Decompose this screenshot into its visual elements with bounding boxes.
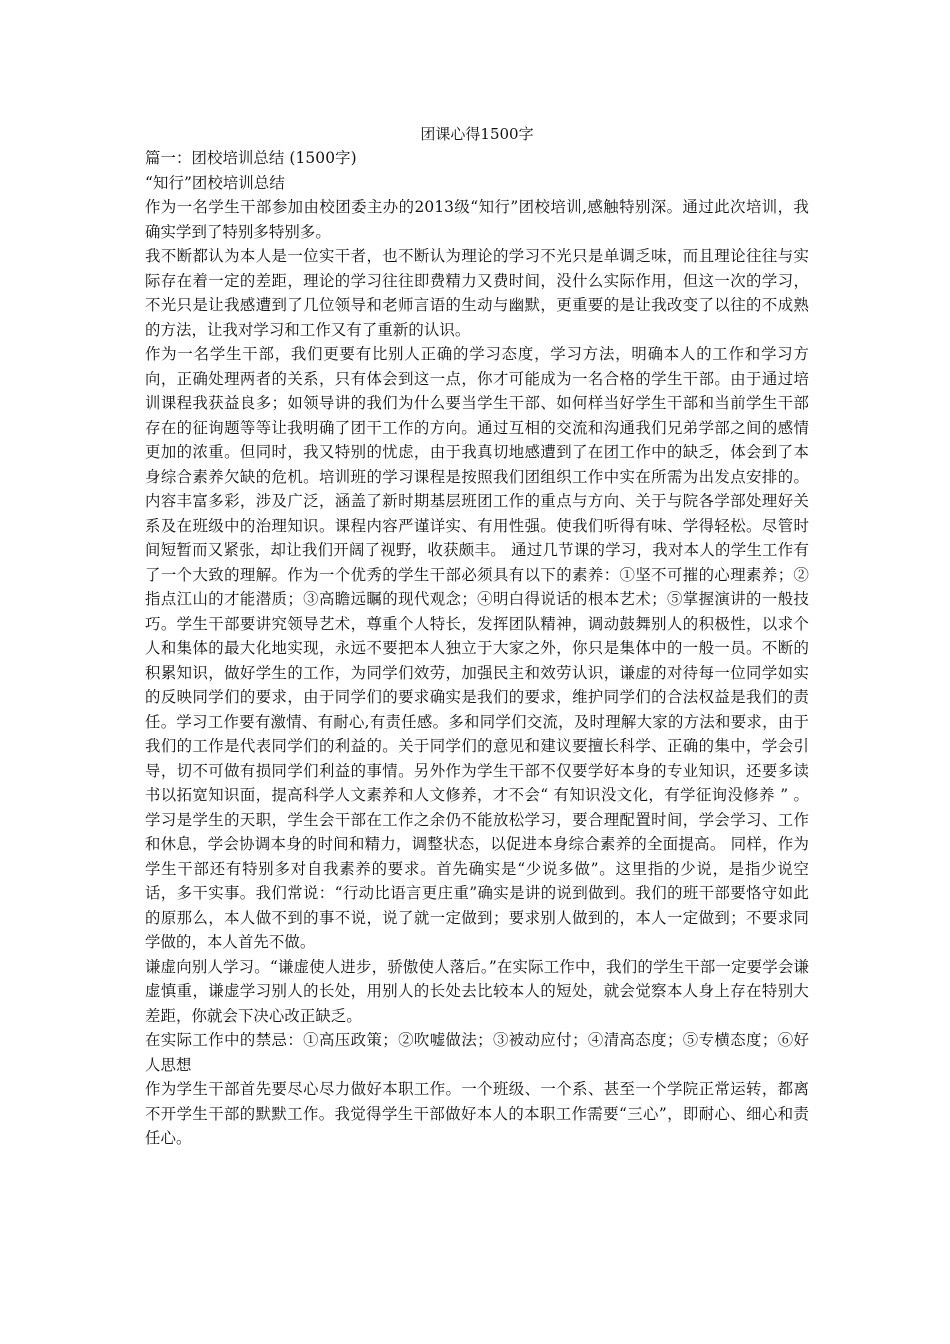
paragraph-taboos: 在实际工作中的禁忌：①高压政策；②吹嘘做法；③被动应付；④清高态度；⑤专横态度；⑥好人思想 [145,1031,809,1074]
paragraph-reflection: 我不断都认为本人是一位实干者，也不断认为理论的学习不光只是单调乏味，而且理论往往与实际存在着一定的差距，理论的学习往往即费精力又费时间，没什么实际作用，但这一次的学习，不光只是让我感遭到了几位领导和老师言语的生动与幽默，更重要的是让我改变了以往的不成熟的方法，让我对学习和工作又有了重新的认识。 [145,247,809,339]
document-page [145,122,809,1151]
summary-title: “知行”团校培训总结 [145,173,285,192]
paragraph-intro: 作为一名学生干部参加由校团委主办的2013级“知行”团校培训,感触特别深。通过此次培训，我确实学到了特别多特别多。 [145,198,809,241]
paragraph-duties: 作为学生干部首先要尽心尽力做好本职工作。一个班级、一个系、甚至一个学院正常运转，都离不开学生干部的默默工作。我觉得学生干部做好本人的本职工作需要“三心”，即耐心、细心和责任心。 [145,1080,809,1147]
paragraph-main-body: 作为一名学生干部，我们更要有比别人正确的学习态度，学习方法，明确本人的工作和学习方向，正确处理两者的关系，只有体会到这一点，你才可能成为一名合格的学生干部。由于通过培训课程我获益良多；如领导讲的我们为什么要当学生干部、如何样当好学生干部和当前学生干部存在的征询题等等让我明确了团干工作的方向。通过互相的交流和沟通我们兄弟学部之间的感情更加的浓重。但同时，我又特别的忧虑，由于我真切地感遭到了在团工作中的缺乏，体会到了本身综合素养欠缺的危机。培训班的学习课程是按照我们团组织工作中实在所需为出发点安排的。内容丰富多彩，涉及广泛，涵盖了新时期基层班团工作的重点与方向、关于与院各学部处理好关系及在班级中的治理知识。课程内容严谨详实、有用性强。使我们听得有味、学得轻松。尽管时间短暂而又紧张，却让我们开阔了视野，收获颇丰。 通过几节课的学习，我对本人的学生工作有了一个大致的理解。作为一个优秀的学生干部必须具有以下的素养：①坚不可摧的心理素养；②指点江山的才能潜质；③高瞻远瞩的现代观念；④明白得说话的根本艺术；⑤掌握演讲的一般技巧。学生干部要讲究领导艺术，尊重个人特长，发挥团队精神，调动鼓舞别人的积极性，以求个人和集体的最大化地实现，永远不要把本人独立于大家之外，你只是集体中的一般一员。不断的积累知识，做好学生的工作，为同学们效劳，加强民主和效劳认识，谦虚的对待每一位同学如实的反映同学们的要求，由于同学们的要求确实是我们的要求，维护同学们的合法权益是我们的责任。学习工作要有激情、有耐心,有责任感。多和同学们交流，及时理解大家的方法和要求，由于我们的工作是代表同学们的利益的。关于同学们的意见和建议要擅长科学、正确的集中，学会引导，切不可做有损同学们利益的事情。另外作为学生干部不仅要学好本身的专业知识，还要多读书以拓宽知识面，提高科学人文素养和人文修养，才不会“ 有知识没文化，有学征询没修养 ” 。学习是学生的天职，学生会干部在工作之余仍不能放松学习，要合理配置时间，学会学习、工作和休息，学会协调本身的时间和精力，调整状态，以促进本身综合素养的全面提高。 同样，作为学生干部还有特别多对自我素养的要求。首先确实是“少说多做”。这里指的少说，是指少说空话，多干实事。我们常说：“行动比语言更庄重”确实是讲的说到做到。我们的班干部要恪守如此的原那么，本人做不到的事不说，说了就一定做到；要求别人做到的，本人一定做到；不要求同学做的，本人首先不做。 [145,345,809,951]
section-heading: 篇一：团校培训总结 (1500字) [145,149,357,167]
paragraph-humility: 谦虚向别人学习。“谦虚使人进步，骄傲使人落后。”在实际工作中，我们的学生干部一定要学会谦虚慎重，谦虚学习别人的长处，用别人的长处去比较本人的短处，就会觉察本人身上存在特别大差距，你就会下决心改正缺乏。 [145,957,809,1025]
document-title: 团课心得1500字 [420,125,534,143]
